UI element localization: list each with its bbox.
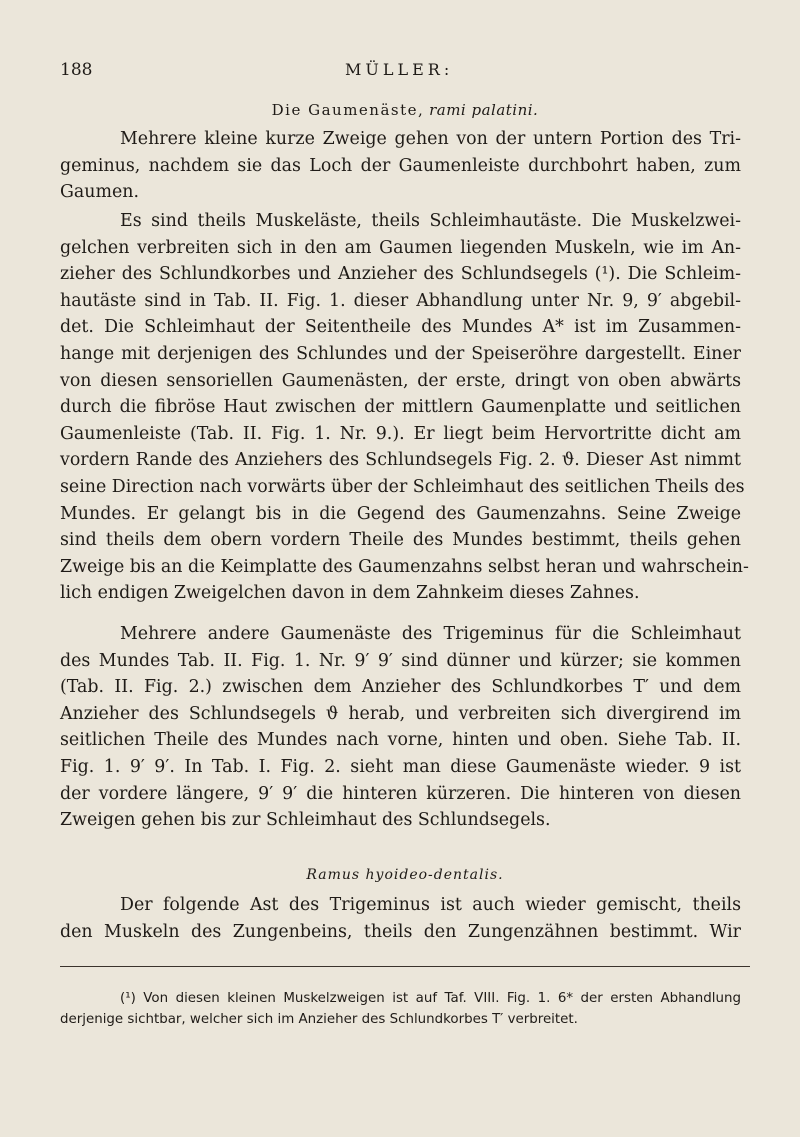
text-line: zieher des Schlundkorbes und Anzieher des Schlundsegels (¹). Die Schleim- [60, 264, 741, 285]
footnote [60, 988, 741, 1030]
text-line: det. Die Schleimhaut der Seitentheile des Mundes A* ist im Zusammen- [60, 317, 741, 338]
footnote-divider [60, 966, 750, 967]
text-line: Mehrere andere Gaumenäste des Trigeminus für die Schleimhaut [120, 624, 741, 644]
text-line: Fig. 1. 9′ 9′. In Tab. I. Fig. 2. sieht man diese Gaumenäste wieder. 9 ist [60, 756, 741, 777]
text-line: gelchen verbreiten sich in den am Gaumen liegenden Muskeln, wie im An- [60, 237, 741, 258]
text-line: Gaumenleiste (Tab. II. Fig. 1. Nr. 9.). Er liegt beim Hervortritte dicht am [60, 423, 741, 444]
text-line: Anzieher des Schlundsegels ϑ herab, und verbreiten sich divergirend im [60, 703, 741, 724]
text-line: Der folgende Ast des Trigeminus ist auch wieder gemischt, theils [120, 895, 741, 915]
section-heading-ramus-hyoideo-dentalis: Ramus hyoideo-dentalis. [306, 867, 504, 883]
text-line: den Muskeln des Zungenbeins, theils den Zungenzähnen bestimmt. Wir [60, 921, 741, 942]
footnote-line: (¹) Von diesen kleinen Muskelzweigen ist auf Taf. VIII. Fig. 1. 6* der ersten Abhandlung [120, 991, 741, 1006]
footnote-line: derjenige sichtbar, welcher sich im Anzieher des Schlundkorbes T′ verbreitet. [60, 1012, 578, 1027]
paragraph-2 [60, 208, 749, 607]
text-line: geminus, nachdem sie das Loch der Gaumenleiste durchbohrt haben, zum [60, 155, 741, 176]
heading-german: Die Gaumenäste, [271, 101, 425, 119]
text-line: Gaumen. [60, 182, 139, 203]
heading-latin: rami palatini. [429, 101, 539, 119]
running-head [60, 60, 750, 88]
text-line: Zweige bis an die Keimplatte des Gaumenzahns selbst heran und wahrschein- [60, 556, 749, 577]
text-line: Es sind theils Muskeläste, theils Schleimhautäste. Die Muskelzwei- [120, 211, 741, 231]
text-line: des Mundes Tab. II. Fig. 1. Nr. 9′ 9′ sind dünner und kürzer; sie kommen [60, 650, 741, 671]
text-line: sind theils dem obern vordern Theile des Mundes bestimmt, theils gehen [60, 530, 741, 551]
text-line: seine Direction nach vorwärts über der Schleimhaut des seitlichen Theils des [60, 476, 745, 497]
paragraph-1 [60, 126, 741, 206]
text-line: vordern Rande des Anziehers des Schlundsegels Fig. 2. ϑ. Dieser Ast nimmt [60, 450, 741, 471]
text-line: Mehrere kleine kurze Zweige gehen von der untern Portion des Tri- [120, 129, 741, 149]
text-line: durch die fibröse Haut zwischen der mittlern Gaumenplatte und seitlichen [60, 397, 741, 418]
text-line: hange mit derjenigen des Schlundes und der Speiseröhre dargestellt. Einer [60, 343, 741, 364]
paragraph-4 [60, 892, 741, 945]
paragraph-3 [60, 621, 741, 834]
text-line: seitlichen Theile des Mundes nach vorne, hinten und oben. Siehe Tab. II. [60, 730, 741, 751]
text-line: lich endigen Zweigelchen davon in dem Zahnkeim dieses Zahnes. [60, 583, 640, 604]
text-line: Zweigen gehen bis zur Schleimhaut des Schlundsegels. [60, 810, 551, 831]
page-number: 188 [60, 60, 93, 80]
text-line: hautäste sind in Tab. II. Fig. 1. dieser Abhandlung unter Nr. 9, 9′ abgebil- [60, 290, 741, 311]
text-line: (Tab. II. Fig. 2.) zwischen dem Anzieher des Schlundkorbes T′ und dem [60, 677, 741, 698]
text-line: von diesen sensoriellen Gaumenästen, der erste, dringt von oben abwärts [60, 370, 741, 391]
text-line: Mundes. Er gelangt bis in die Gegend des Gaumenzahns. Seine Zweige [60, 503, 741, 524]
running-title: MÜLLER: [345, 60, 454, 79]
text-line: der vordere längere, 9′ 9′ die hinteren kürzeren. Die hinteren von diesen [60, 783, 741, 804]
section-heading-gaumenaeste [60, 101, 750, 119]
